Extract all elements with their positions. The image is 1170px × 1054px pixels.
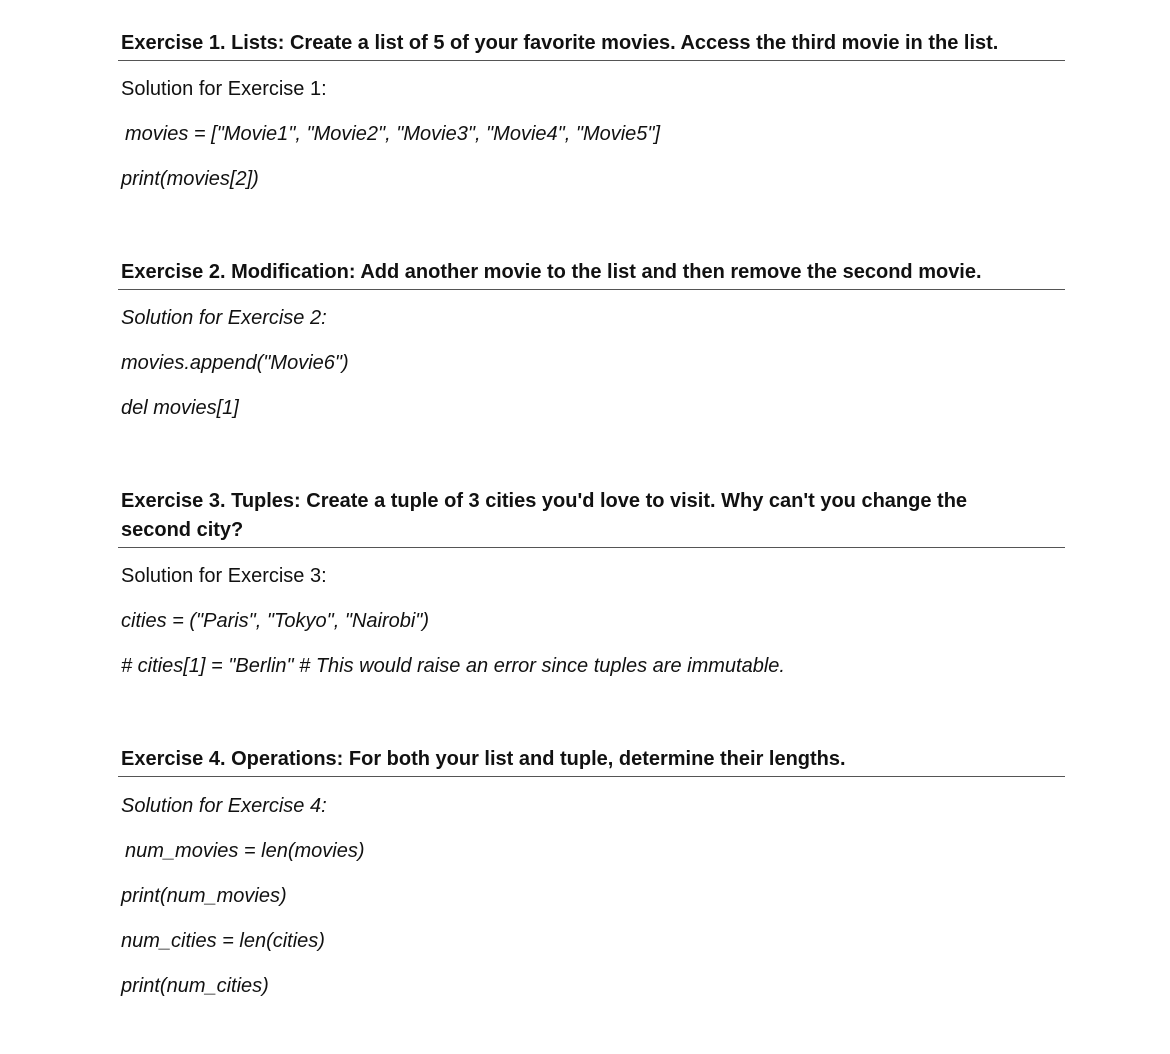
- exercise-1-solution-label: Solution for Exercise 1:: [121, 78, 327, 100]
- exercise-1-code-line-2: print(movies[2]): [121, 168, 259, 190]
- exercise-2-section: [118, 258, 1065, 420]
- exercise-3-code-line-2: # cities[1] = "Berlin" # This would raise an error since tuples are immutable.: [121, 655, 785, 677]
- exercise-4-heading: Exercise 4. Operations: For both your list and tuple, determine their lengths.: [118, 745, 1065, 777]
- exercise-4-code-line-4: print(num_cities): [121, 975, 269, 997]
- exercise-1-code-line-1: movies = ["Movie1", "Movie2", "Movie3", "Movie4", "Movie5"]: [125, 123, 661, 145]
- exercise-3-solution-label: Solution for Exercise 3:: [121, 565, 327, 587]
- exercise-3-heading-line-2: second city?: [121, 519, 244, 541]
- exercise-4-code-line-3: num_cities = len(cities): [121, 930, 325, 952]
- exercise-4-code-line-2: print(num_movies): [121, 885, 287, 907]
- exercise-2-code-line-1: movies.append("Movie6"): [121, 352, 349, 374]
- exercise-1-heading: Exercise 1. Lists: Create a list of 5 of your favorite movies. Access the third movie in the list.: [118, 29, 1065, 61]
- exercise-3-code-line-1: cities = ("Paris", "Tokyo", "Nairobi"): [121, 610, 430, 632]
- exercise-2-heading: Exercise 2. Modification: Add another movie to the list and then remove the second movie.: [118, 258, 1065, 290]
- exercise-4-section: [118, 745, 1065, 998]
- exercise-4-solution-label: Solution for Exercise 4:: [121, 795, 327, 817]
- exercise-3-heading: [118, 487, 1065, 548]
- exercise-3-heading-line-1: Exercise 3. Tuples: Create a tuple of 3 cities you'd love to visit. Why can't you change the: [121, 490, 968, 512]
- exercise-4-code-line-1: num_movies = len(movies): [125, 840, 365, 862]
- exercise-2-code-line-2: del movies[1]: [121, 397, 239, 419]
- exercise-2-solution-label: Solution for Exercise 2:: [121, 307, 327, 329]
- exercise-1-section: [118, 29, 1065, 191]
- exercise-3-section: [118, 487, 1065, 678]
